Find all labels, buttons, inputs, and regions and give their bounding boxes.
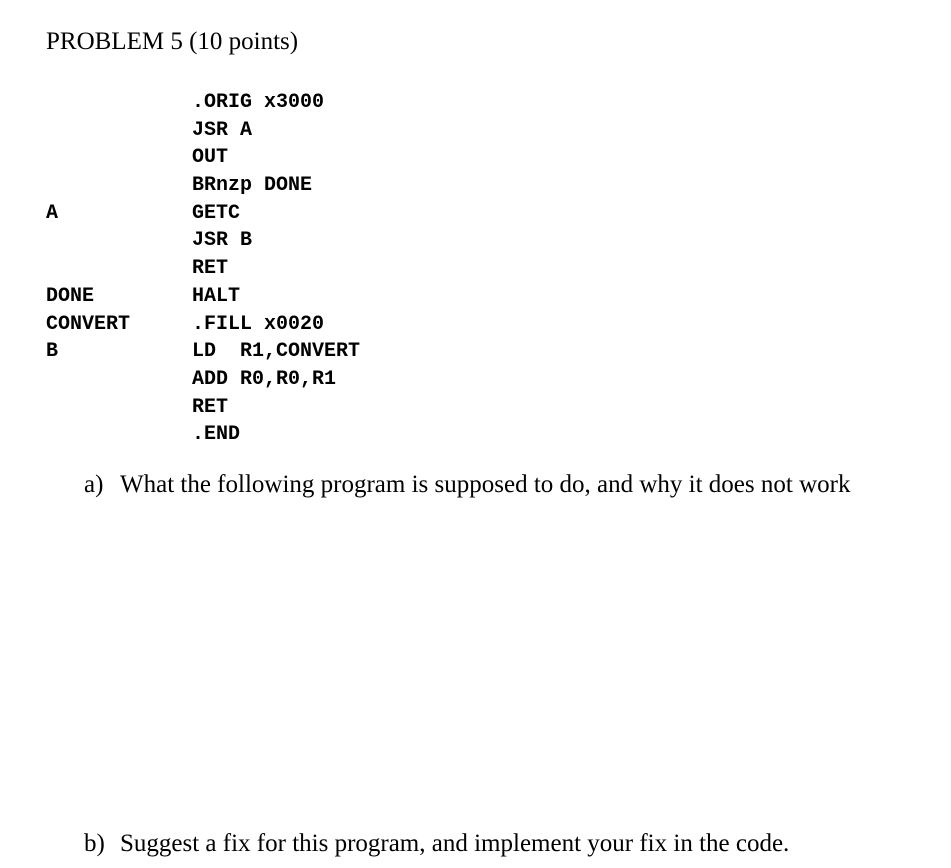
code-line [0,117,253,145]
code-instruction: JSR A [192,118,253,142]
code-line [0,394,229,422]
code-line [0,227,253,255]
code-instruction: BRnzp DONE [192,174,313,198]
code-instruction: .END [192,423,241,447]
code-instruction: GETC [192,201,241,225]
question-text: Suggest a fix for this program, and implement your fix in the code. [120,830,790,857]
code-instruction: ADD R0,R0,R1 [192,367,337,391]
code-instruction: LD R1,CONVERT [192,340,361,364]
code-label: DONE [46,284,95,308]
code-instruction: HALT [192,284,241,308]
code-line [0,89,325,117]
question-text: What the following program is supposed to do, and why it does not work [120,471,851,498]
code-line [0,172,313,200]
code-line [0,338,361,366]
code-label: CONVERT [46,312,131,336]
question-a [84,470,850,500]
problem-title: PROBLEM 5 (10 points) [46,28,299,55]
code-instruction: RET [192,395,229,419]
code-line [0,144,229,172]
question-number: a) [84,471,104,498]
code-instruction: .ORIG x3000 [192,91,325,114]
code-instruction: OUT [192,146,229,170]
code-line [0,366,337,394]
code-line [0,255,229,283]
code-instruction: JSR B [192,229,253,253]
code-instruction: .FILL x0020 [192,312,325,336]
code-line [0,311,325,339]
code-label: B [46,340,59,364]
code-line [0,200,241,228]
question-b [84,829,789,859]
code-instruction: RET [192,257,229,281]
question-number: b) [84,830,105,857]
code-line [0,421,241,449]
assembly-code-listing [0,89,361,449]
code-label: A [46,201,59,225]
code-line [0,283,241,311]
